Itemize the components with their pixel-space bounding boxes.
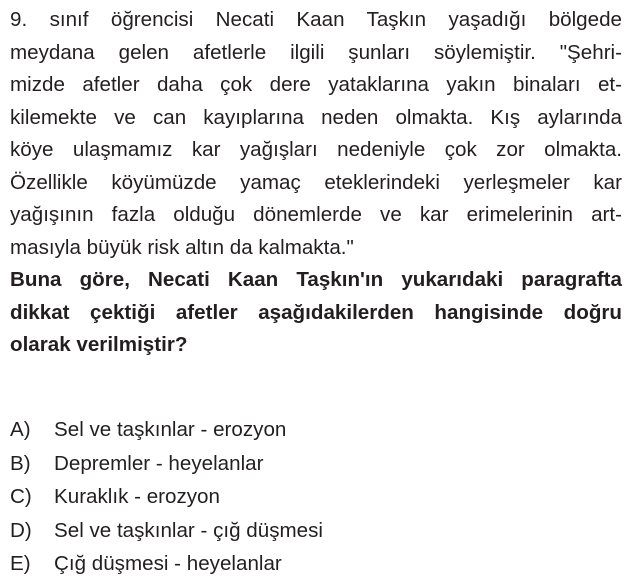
- option-letter: E): [10, 552, 31, 576]
- option-d[interactable]: [10, 514, 323, 548]
- option-c[interactable]: [10, 480, 323, 514]
- stem-line: Özellikle köyümüzde yamaç eteklerindeki yerleşmeler kar: [10, 170, 622, 194]
- option-letter: A): [10, 418, 31, 441]
- question-stem: [10, 4, 622, 264]
- stem-line: köye ulaşmamız kar yağışları nedeniyle çok zor olmakta.: [10, 138, 622, 161]
- prompt-line: olarak verilmiştir?: [10, 333, 188, 356]
- option-text: Çığ düşmesi - heyelanlar: [54, 552, 282, 576]
- option-text: Kuraklık - erozyon: [54, 485, 220, 509]
- stem-line: 9. sınıf öğrencisi Necati Kaan Taşkın yaşadığı bölgede: [10, 8, 622, 31]
- answer-options: [10, 413, 323, 581]
- prompt-line: dikkat çektiği afetler aşağıdakilerden hangisinde doğru: [10, 300, 622, 324]
- stem-line: kilemekte ve can kayıplarına neden olmakta. Kış aylarında: [10, 105, 622, 129]
- option-text: Sel ve taşkınlar - erozyon: [54, 418, 287, 441]
- option-letter: D): [10, 518, 32, 542]
- stem-line: mizde afetler daha çok dere yataklarına yakın binaları et-: [10, 73, 622, 96]
- option-e[interactable]: [10, 547, 323, 581]
- option-b[interactable]: [10, 447, 323, 481]
- stem-line: yağışının fazla olduğu dönemlerde ve kar erimelerinin art-: [10, 203, 622, 226]
- question-prompt: [10, 264, 622, 362]
- option-a[interactable]: [10, 413, 323, 447]
- option-letter: B): [10, 451, 31, 475]
- question-block: [10, 4, 622, 362]
- stem-line: meydana gelen afetlerle ilgili şunları söylemiştir. "Şehri-: [10, 40, 622, 64]
- option-text: Sel ve taşkınlar - çığ düşmesi: [54, 518, 323, 542]
- option-letter: C): [10, 485, 32, 509]
- option-text: Depremler - heyelanlar: [54, 451, 264, 475]
- prompt-line: Buna göre, Necati Kaan Taşkın'ın yukarıdaki paragrafta: [10, 268, 622, 291]
- stem-line: masıyla büyük risk altın da kalmakta.": [10, 235, 354, 259]
